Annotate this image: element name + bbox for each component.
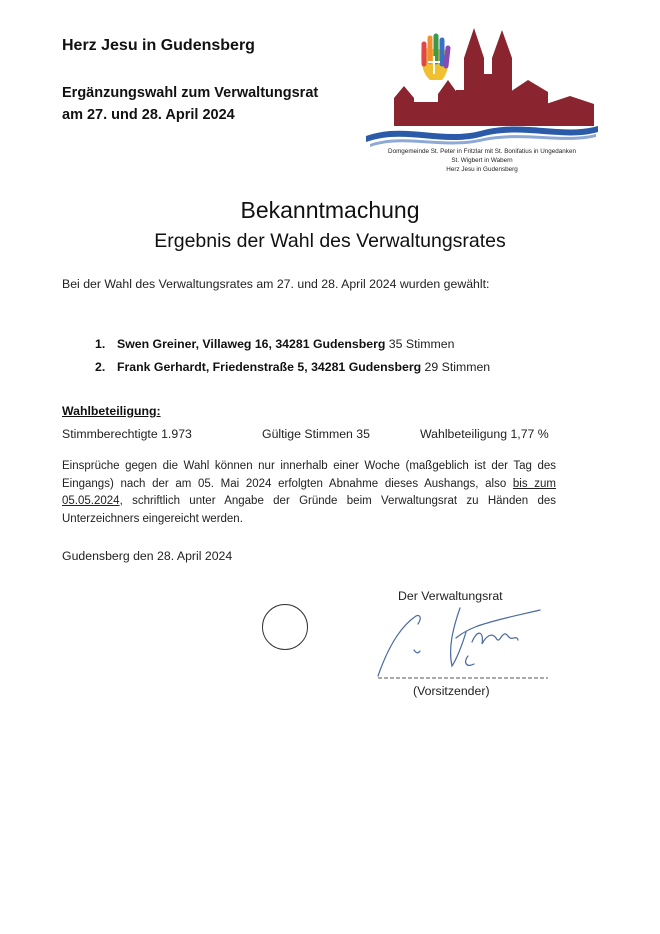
candidate-item	[95, 360, 490, 374]
council-label: Der Verwaltungsrat	[398, 589, 503, 603]
subtitle-line-2: am 27. und 28. April 2024	[62, 107, 235, 123]
hands-icon	[421, 36, 448, 80]
eligible-voters: Stimmberechtigte 1.973	[62, 427, 192, 441]
candidate-item	[95, 337, 454, 351]
intro-text: Bei der Wahl des Verwaltungsrates am 27. und 28. April 2024 wurden gewählt:	[62, 277, 490, 291]
announcement-subtitle: Ergebnis der Wahl des Verwaltungsrates	[154, 230, 506, 252]
objection-text-after: , schriftlich unter Angabe der Gründe beim Verwaltungsrat zu Händen des Unterzeichners eingereicht werden.	[62, 495, 556, 525]
seal-circle	[262, 604, 308, 650]
logo-caption-line-3: Herz Jesu in Gudensberg	[446, 166, 518, 173]
valid-votes: Gültige Stimmen 35	[262, 427, 370, 441]
place-date: Gudensberg den 28. April 2024	[62, 549, 233, 563]
candidate-name: Frank Gerhardt, Friedenstraße 5, 34281 Gudensberg	[117, 360, 422, 374]
candidate-number: 2.	[95, 360, 106, 374]
logo-caption-line-1: Domgemeinde St. Peter in Fritzlar mit St. Bonifatius in Ungedanken	[388, 148, 576, 155]
chair-label: (Vorsitzender)	[413, 684, 490, 698]
turnout-rate: Wahlbeteiligung 1,77 %	[420, 427, 549, 441]
subtitle-line-1: Ergänzungswahl zum Verwaltungsrat	[62, 85, 319, 101]
candidate-number: 1.	[95, 337, 106, 351]
parish-name: Herz Jesu in Gudensberg	[62, 37, 255, 54]
objection-notice	[62, 458, 556, 528]
logo-caption-line-2: St. Wigbert in Wabern	[451, 157, 513, 164]
objection-deadline: bis zum 05.05.2024	[62, 477, 557, 507]
river-waves	[366, 126, 598, 147]
candidate-votes: 35 Stimmen	[385, 337, 455, 351]
candidate-name: Swen Greiner, Villaweg 16, 34281 Gudensberg	[117, 337, 386, 351]
handwritten-signature	[368, 598, 553, 683]
election-subtitle	[62, 82, 362, 126]
candidate-votes: 29 Stimmen	[421, 360, 491, 374]
announcement-title: Bekanntmachung	[240, 197, 420, 223]
objection-text-before: Einsprüche gegen die Wahl können nur innerhalb einer Woche (maßgeblich ist der Tag des Eingangs) nach der am 05. Mai 2024 erfolgten Abnahme dieses Aushangs, also	[62, 460, 556, 490]
turnout-heading: Wahlbeteiligung:	[62, 404, 161, 418]
logo-caption	[364, 147, 600, 174]
